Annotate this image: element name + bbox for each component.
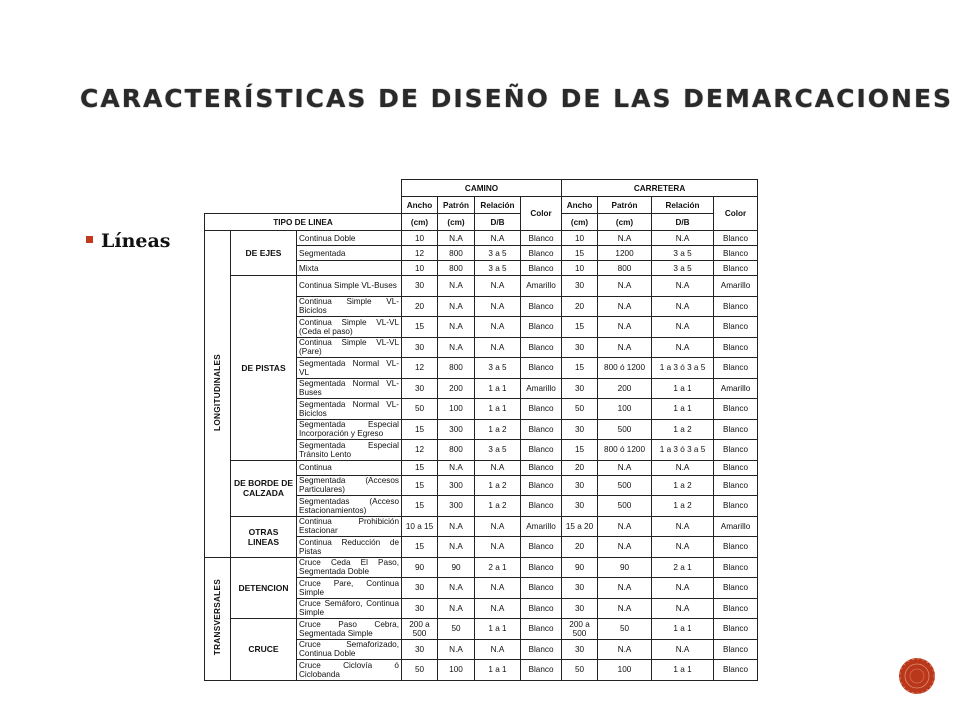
value-cell: N.A (598, 598, 652, 619)
value-cell: 30 (562, 496, 598, 517)
value-cell: N.A (475, 639, 521, 660)
value-cell: Blanco (714, 578, 758, 599)
value-cell: 1 a 3 ó 3 a 5 (652, 440, 714, 461)
value-cell: Blanco (521, 337, 562, 358)
value-cell: N.A (438, 231, 475, 246)
line-type-cell: Segmentada Especial Tránsito Lento (297, 440, 402, 461)
value-cell: 12 (402, 440, 438, 461)
value-cell: 500 (598, 475, 652, 496)
value-cell: Blanco (714, 261, 758, 276)
value-cell: 30 (402, 578, 438, 599)
value-cell: 20 (562, 460, 598, 475)
slide-title: CARACTERÍSTICAS DE DISEÑO DE LAS DEMARCACIONES (80, 84, 954, 113)
value-cell: Blanco (521, 358, 562, 379)
value-cell: Amarillo (521, 276, 562, 297)
value-cell: 15 (402, 475, 438, 496)
line-type-cell: Continua Simple VL-Buses (297, 276, 402, 297)
value-cell: 100 (598, 660, 652, 681)
value-cell: 15 (402, 317, 438, 338)
value-cell: Blanco (521, 296, 562, 317)
line-type-cell: Cruce Ceda El Paso, Segmentada Doble (297, 557, 402, 578)
value-cell: Blanco (714, 537, 758, 558)
value-cell: 1 a 1 (652, 399, 714, 420)
value-cell: N.A (598, 231, 652, 246)
value-cell: Amarillo (714, 378, 758, 399)
header-unit: (cm) (562, 214, 598, 231)
value-cell: Blanco (521, 619, 562, 640)
bullet-square-icon (86, 236, 93, 243)
value-cell: 15 (562, 246, 598, 261)
value-cell: Blanco (714, 460, 758, 475)
header-ancho: Ancho (562, 197, 598, 214)
decorative-circle-icon (898, 657, 936, 695)
bullet-item (86, 230, 171, 252)
value-cell: Amarillo (521, 378, 562, 399)
value-cell: N.A (475, 317, 521, 338)
header-patron: Patrón (438, 197, 475, 214)
value-cell: Blanco (521, 317, 562, 338)
line-type-cell: Cruce Paso Cebra, Segmentada Simple (297, 619, 402, 640)
value-cell: Blanco (714, 337, 758, 358)
value-cell: N.A (475, 460, 521, 475)
group-de-borde: DE BORDE DE CALZADA (231, 460, 297, 516)
value-cell: N.A (438, 639, 475, 660)
line-type-cell: Continua Prohibición Estacionar (297, 516, 402, 537)
value-cell: N.A (652, 598, 714, 619)
value-cell: Amarillo (521, 516, 562, 537)
value-cell: Amarillo (714, 516, 758, 537)
value-cell: 3 a 5 (475, 358, 521, 379)
value-cell: 30 (562, 578, 598, 599)
value-cell: 20 (562, 296, 598, 317)
value-cell: N.A (475, 231, 521, 246)
value-cell: 10 a 15 (402, 516, 438, 537)
demarcation-table (204, 179, 758, 681)
header-unit: D/B (652, 214, 714, 231)
value-cell: 30 (562, 419, 598, 440)
group-cruce: CRUCE (231, 619, 297, 681)
value-cell: Blanco (714, 639, 758, 660)
value-cell: N.A (475, 516, 521, 537)
value-cell: 1 a 1 (475, 619, 521, 640)
value-cell: 15 (402, 460, 438, 475)
value-cell: N.A (598, 296, 652, 317)
value-cell: Blanco (714, 660, 758, 681)
value-cell: 90 (598, 557, 652, 578)
table-row (205, 557, 758, 578)
value-cell: 1 a 2 (652, 419, 714, 440)
value-cell: N.A (475, 578, 521, 599)
value-cell: N.A (475, 276, 521, 297)
value-cell: Blanco (521, 557, 562, 578)
value-cell: N.A (438, 460, 475, 475)
value-cell: N.A (598, 516, 652, 537)
value-cell: 3 a 5 (652, 246, 714, 261)
value-cell: 3 a 5 (475, 246, 521, 261)
value-cell: 50 (562, 660, 598, 681)
value-cell: 10 (562, 231, 598, 246)
header-relacion: Relación (652, 197, 714, 214)
value-cell: N.A (652, 296, 714, 317)
group-de-pistas: DE PISTAS (231, 276, 297, 461)
value-cell: Blanco (521, 496, 562, 517)
line-type-cell: Segmentada (297, 246, 402, 261)
line-type-cell: Continua Reducción de Pistas (297, 537, 402, 558)
value-cell: N.A (652, 537, 714, 558)
value-cell: N.A (598, 639, 652, 660)
value-cell: 1 a 1 (652, 619, 714, 640)
line-type-cell: Segmentada Especial Incorporación y Egreso (297, 419, 402, 440)
value-cell: 90 (402, 557, 438, 578)
value-cell: 3 a 5 (475, 440, 521, 461)
value-cell: 3 a 5 (652, 261, 714, 276)
line-type-cell: Mixta (297, 261, 402, 276)
line-type-cell: Cruce Ciclovía ó Ciclobanda (297, 660, 402, 681)
value-cell: 90 (562, 557, 598, 578)
value-cell: 800 (438, 358, 475, 379)
value-cell: N.A (475, 598, 521, 619)
value-cell: Blanco (521, 460, 562, 475)
header-camino: CAMINO (402, 180, 562, 197)
value-cell: 1 a 2 (652, 496, 714, 517)
value-cell: N.A (475, 296, 521, 317)
value-cell: Blanco (521, 598, 562, 619)
value-cell: 15 (402, 496, 438, 517)
value-cell: 50 (562, 399, 598, 420)
value-cell: 10 (402, 231, 438, 246)
header-relacion: Relación (475, 197, 521, 214)
value-cell: N.A (652, 317, 714, 338)
value-cell: N.A (475, 537, 521, 558)
category-longitudinales (205, 231, 231, 558)
table-row (205, 619, 758, 640)
value-cell: N.A (598, 460, 652, 475)
value-cell: Blanco (521, 639, 562, 660)
value-cell: N.A (438, 337, 475, 358)
value-cell: N.A (652, 276, 714, 297)
value-cell: 90 (438, 557, 475, 578)
header-ancho: Ancho (402, 197, 438, 214)
value-cell: 15 (562, 317, 598, 338)
value-cell: 1 a 3 ó 3 a 5 (652, 358, 714, 379)
line-type-cell: Segmentada Normal VL-Buses (297, 378, 402, 399)
value-cell: 1 a 1 (652, 660, 714, 681)
value-cell: 30 (402, 598, 438, 619)
value-cell: Blanco (521, 440, 562, 461)
value-cell: Blanco (714, 619, 758, 640)
value-cell: N.A (598, 317, 652, 338)
value-cell: 1 a 2 (652, 475, 714, 496)
value-cell: 1 a 2 (475, 475, 521, 496)
line-type-cell: Segmentadas (Acceso Estacionamientos) (297, 496, 402, 517)
line-type-cell: Continua Doble (297, 231, 402, 246)
value-cell: 800 (438, 440, 475, 461)
value-cell: 300 (438, 419, 475, 440)
value-cell: Blanco (521, 261, 562, 276)
value-cell: 15 (402, 419, 438, 440)
value-cell: 800 ó 1200 (598, 358, 652, 379)
category-transversales (205, 557, 231, 680)
value-cell: N.A (438, 537, 475, 558)
value-cell: 800 (438, 246, 475, 261)
value-cell: 1 a 2 (475, 496, 521, 517)
value-cell: N.A (438, 276, 475, 297)
table-row (205, 276, 758, 297)
line-type-cell: Continua Simple VL-VL (Pare) (297, 337, 402, 358)
value-cell: 50 (402, 660, 438, 681)
header-carretera: CARRETERA (562, 180, 758, 197)
table-row (205, 231, 758, 246)
bullet-text: Líneas (101, 230, 171, 252)
value-cell: N.A (598, 578, 652, 599)
value-cell: 50 (598, 619, 652, 640)
value-cell: N.A (598, 337, 652, 358)
value-cell: 30 (562, 639, 598, 660)
value-cell: Amarillo (714, 276, 758, 297)
group-detencion: DETENCION (231, 557, 297, 619)
value-cell: 10 (402, 261, 438, 276)
value-cell: N.A (438, 296, 475, 317)
line-type-cell: Segmentada Normal VL-VL (297, 358, 402, 379)
value-cell: 3 a 5 (475, 261, 521, 276)
line-type-cell: Cruce Semáforo, Continua Simple (297, 598, 402, 619)
group-de-ejes: DE EJES (231, 231, 297, 276)
value-cell: Blanco (521, 578, 562, 599)
value-cell: 50 (438, 619, 475, 640)
value-cell: N.A (598, 276, 652, 297)
value-cell: Blanco (714, 358, 758, 379)
value-cell: Blanco (521, 660, 562, 681)
value-cell: 200 a 500 (402, 619, 438, 640)
value-cell: 1 a 1 (475, 378, 521, 399)
value-cell: Blanco (714, 598, 758, 619)
value-cell: N.A (652, 337, 714, 358)
line-type-cell: Cruce Pare, Continua Simple (297, 578, 402, 599)
value-cell: Blanco (714, 231, 758, 246)
line-type-cell: Cruce Semaforizado, Continua Doble (297, 639, 402, 660)
value-cell: 200 (598, 378, 652, 399)
value-cell: 800 (598, 261, 652, 276)
value-cell: Blanco (714, 419, 758, 440)
value-cell: 30 (562, 337, 598, 358)
value-cell: N.A (652, 231, 714, 246)
value-cell: Blanco (714, 475, 758, 496)
value-cell: Blanco (714, 496, 758, 517)
line-type-cell: Continua Simple VL-VL (Ceda el paso) (297, 317, 402, 338)
value-cell: 300 (438, 496, 475, 517)
value-cell: 12 (402, 358, 438, 379)
value-cell: 30 (402, 378, 438, 399)
value-cell: 100 (598, 399, 652, 420)
header-color: Color (714, 197, 758, 231)
value-cell: Blanco (521, 399, 562, 420)
value-cell: Blanco (521, 419, 562, 440)
value-cell: N.A (652, 516, 714, 537)
line-type-cell: Segmentada (Accesos Particulares) (297, 475, 402, 496)
category-label: LONGITUDINALES (213, 354, 222, 432)
header-tipo-linea: TIPO DE LINEA (205, 214, 402, 231)
value-cell: 30 (402, 337, 438, 358)
value-cell: Blanco (714, 317, 758, 338)
header-unit: D/B (475, 214, 521, 231)
line-type-cell: Continua (297, 460, 402, 475)
header-patron: Patrón (598, 197, 652, 214)
value-cell: 20 (402, 296, 438, 317)
value-cell: 30 (562, 598, 598, 619)
value-cell: 30 (562, 475, 598, 496)
value-cell: Blanco (521, 475, 562, 496)
category-label: TRANSVERSALES (213, 579, 222, 656)
value-cell: 800 (438, 261, 475, 276)
value-cell: Blanco (714, 296, 758, 317)
value-cell: 1 a 1 (652, 378, 714, 399)
value-cell: N.A (438, 516, 475, 537)
value-cell: Blanco (714, 557, 758, 578)
line-type-cell: Continua Simple VL-Biciclos (297, 296, 402, 317)
value-cell: 30 (402, 639, 438, 660)
value-cell: N.A (652, 460, 714, 475)
line-type-cell: Segmentada Normal VL-Biciclos (297, 399, 402, 420)
value-cell: N.A (475, 337, 521, 358)
value-cell: 200 (438, 378, 475, 399)
value-cell: N.A (652, 639, 714, 660)
value-cell: 50 (402, 399, 438, 420)
value-cell: 200 a 500 (562, 619, 598, 640)
value-cell: 30 (562, 276, 598, 297)
group-otras-lineas: OTRAS LINEAS (231, 516, 297, 557)
value-cell: 10 (562, 261, 598, 276)
value-cell: 12 (402, 246, 438, 261)
header-unit: (cm) (438, 214, 475, 231)
value-cell: 500 (598, 496, 652, 517)
value-cell: 15 (562, 440, 598, 461)
value-cell: 1 a 1 (475, 399, 521, 420)
value-cell: N.A (652, 578, 714, 599)
value-cell: 1 a 1 (475, 660, 521, 681)
value-cell: 15 a 20 (562, 516, 598, 537)
value-cell: 20 (562, 537, 598, 558)
header-color: Color (521, 197, 562, 231)
value-cell: N.A (438, 598, 475, 619)
value-cell: 300 (438, 475, 475, 496)
value-cell: 100 (438, 399, 475, 420)
value-cell: 500 (598, 419, 652, 440)
value-cell: 15 (562, 358, 598, 379)
value-cell: Blanco (714, 440, 758, 461)
value-cell: Blanco (521, 246, 562, 261)
value-cell: 2 a 1 (475, 557, 521, 578)
table-row (205, 460, 758, 475)
value-cell: Blanco (714, 399, 758, 420)
value-cell: 100 (438, 660, 475, 681)
value-cell: N.A (438, 578, 475, 599)
value-cell: N.A (438, 317, 475, 338)
value-cell: 1200 (598, 246, 652, 261)
header-unit: (cm) (598, 214, 652, 231)
header-unit: (cm) (402, 214, 438, 231)
value-cell: 30 (402, 276, 438, 297)
value-cell: 2 a 1 (652, 557, 714, 578)
value-cell: 1 a 2 (475, 419, 521, 440)
value-cell: 800 ó 1200 (598, 440, 652, 461)
value-cell: Blanco (714, 246, 758, 261)
value-cell: 15 (402, 537, 438, 558)
value-cell: 30 (562, 378, 598, 399)
value-cell: Blanco (521, 537, 562, 558)
value-cell: N.A (598, 537, 652, 558)
table-row (205, 516, 758, 537)
value-cell: Blanco (521, 231, 562, 246)
